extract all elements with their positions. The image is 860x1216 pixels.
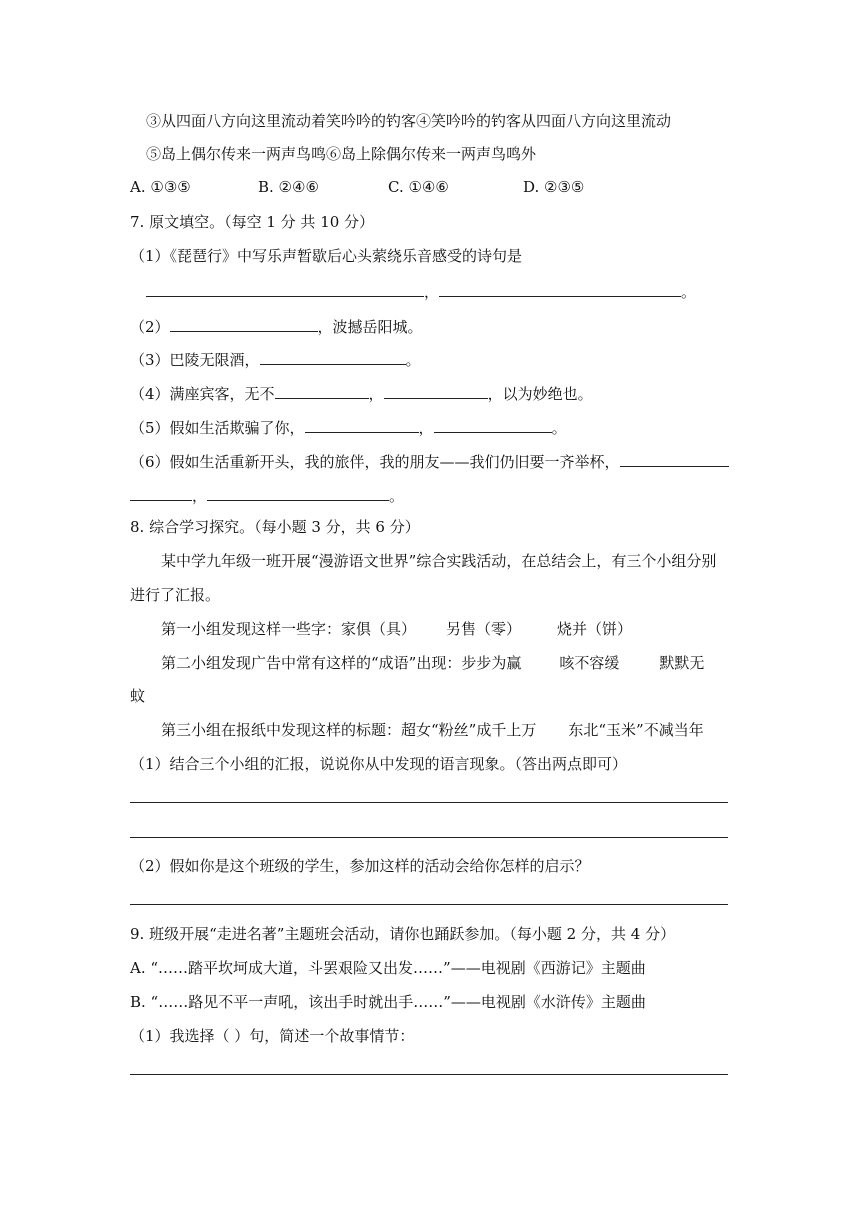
item-text: （6）假如生活重新开头，我的旅伴，我的朋友——我们仍旧要一齐举杯， xyxy=(130,453,620,471)
q6-choice-c: C. ①④⑥ xyxy=(388,178,449,196)
headline-example: 东北“玉米”不减当年 xyxy=(568,721,704,739)
q8-sub-question-2: （2）假如你是这个班级的学生，参加这样的活动会给你怎样的启示？ xyxy=(130,857,590,875)
q6-choice-d: D. ②③⑤ xyxy=(523,178,585,196)
q7-item-6-continued xyxy=(130,484,404,504)
q8-intro-line-2: 进行了汇报。 xyxy=(130,586,221,604)
punct: 。 xyxy=(681,283,697,301)
punct: ， xyxy=(424,283,440,301)
punct: 。 xyxy=(551,419,567,437)
answer-line[interactable] xyxy=(130,904,728,905)
q7-item-5 xyxy=(130,416,567,436)
group-lead: 第一小组发现这样一些字： xyxy=(161,620,342,638)
answer-blank[interactable] xyxy=(130,484,192,501)
q9-option-a: A. “……踏平坎坷成大道，斗罢艰险又出发……”——电视剧《西游记》主题曲 xyxy=(130,959,646,977)
q8-group-1 xyxy=(161,619,632,639)
q6-option-line-4: ⑤岛上偶尔传来一两声鸟鸣⑥岛上除偶尔传来一两声鸟鸣外 xyxy=(146,145,537,163)
answer-blank[interactable] xyxy=(170,315,318,332)
q6-choice-b: B. ②④⑥ xyxy=(258,178,319,196)
q8-group-2 xyxy=(161,653,704,673)
answer-blank[interactable] xyxy=(384,382,488,399)
q8-group-2-wrap: 蚊 xyxy=(130,687,146,705)
q7-heading: 7. 原文填空。（每空 1 分 共 10 分） xyxy=(130,213,375,231)
punct: ， xyxy=(418,419,434,437)
word-example: 咳不容缓 xyxy=(559,654,620,672)
answer-blank[interactable] xyxy=(275,382,369,399)
punct: 。 xyxy=(389,487,405,505)
q8-group-3 xyxy=(161,720,704,740)
q7-item-1-prompt: （1）《琵琶行》中写乐声暂歇后心头萦绕乐音感受的诗句是 xyxy=(130,247,523,265)
q8-sub-question-1: （1）结合三个小组的汇报，说说你从中发现的语言现象。（答出两点即可） xyxy=(130,755,628,773)
item-number: （2） xyxy=(130,318,170,336)
word-example: 默默无 xyxy=(659,654,705,672)
q7-item-4 xyxy=(130,382,593,402)
q8-heading: 8. 综合学习探究。（每小题 3 分，共 6 分） xyxy=(130,518,420,536)
q9-sub-question-1: （1）我选择（ ）句，简述一个故事情节： xyxy=(130,1027,415,1045)
headline-example: 超女“粉丝”成千上万 xyxy=(401,721,537,739)
answer-blank[interactable] xyxy=(434,416,552,433)
word-example: 另售（零） xyxy=(446,620,522,638)
answer-line[interactable] xyxy=(130,1074,728,1075)
q7-item-2 xyxy=(130,315,423,335)
punct: ， xyxy=(192,487,208,505)
item-text: （5）假如生活欺骗了你， xyxy=(130,419,305,437)
group-lead: 第二小组发现广告中常有这样的“成语”出现： xyxy=(161,654,462,672)
q9-heading: 9. 班级开展“走进名著”主题班会活动，请你也踊跃参加。（每小题 2 分，共 4 分） xyxy=(130,925,676,943)
answer-line[interactable] xyxy=(130,837,728,838)
answer-line[interactable] xyxy=(130,802,728,803)
item-text: ，波撼岳阳城。 xyxy=(317,318,423,336)
word-example: 烧并（饼） xyxy=(557,620,633,638)
group-lead: 第三小组在报纸中发现这样的标题： xyxy=(161,721,402,739)
item-text: （3）巴陵无限酒， xyxy=(130,351,260,369)
answer-blank[interactable] xyxy=(620,450,729,467)
q7-item-3 xyxy=(130,348,421,368)
word-example: 步步为赢 xyxy=(461,654,522,672)
q8-intro-line-1: 某中学九年级一班开展“漫游语文世界”综合实践活动，在总结会上，有三个小组分别 xyxy=(161,552,717,570)
item-text: （4）满座宾客，无不 xyxy=(130,385,275,403)
q6-choice-a: A. ①③⑤ xyxy=(130,178,191,196)
answer-blank[interactable] xyxy=(439,280,681,297)
q9-option-b: B. “……路见不平一声吼，该出手时就出手……”——电视剧《水浒传》主题曲 xyxy=(130,993,646,1011)
answer-blank[interactable] xyxy=(207,484,389,501)
word-example: 家俱（具） xyxy=(341,620,417,638)
q7-item-6 xyxy=(130,450,729,470)
q7-item-1-answer-line xyxy=(146,280,696,300)
item-text: ，以为妙绝也。 xyxy=(487,385,593,403)
answer-blank[interactable] xyxy=(305,416,419,433)
answer-blank[interactable] xyxy=(146,280,424,297)
answer-blank[interactable] xyxy=(260,348,406,365)
punct: ， xyxy=(368,385,384,403)
q6-option-line-3: ③从四面八方向这里流动着笑吟吟的钓客④笑吟吟的钓客从四面八方向这里流动 xyxy=(146,112,672,130)
punct: 。 xyxy=(405,351,421,369)
